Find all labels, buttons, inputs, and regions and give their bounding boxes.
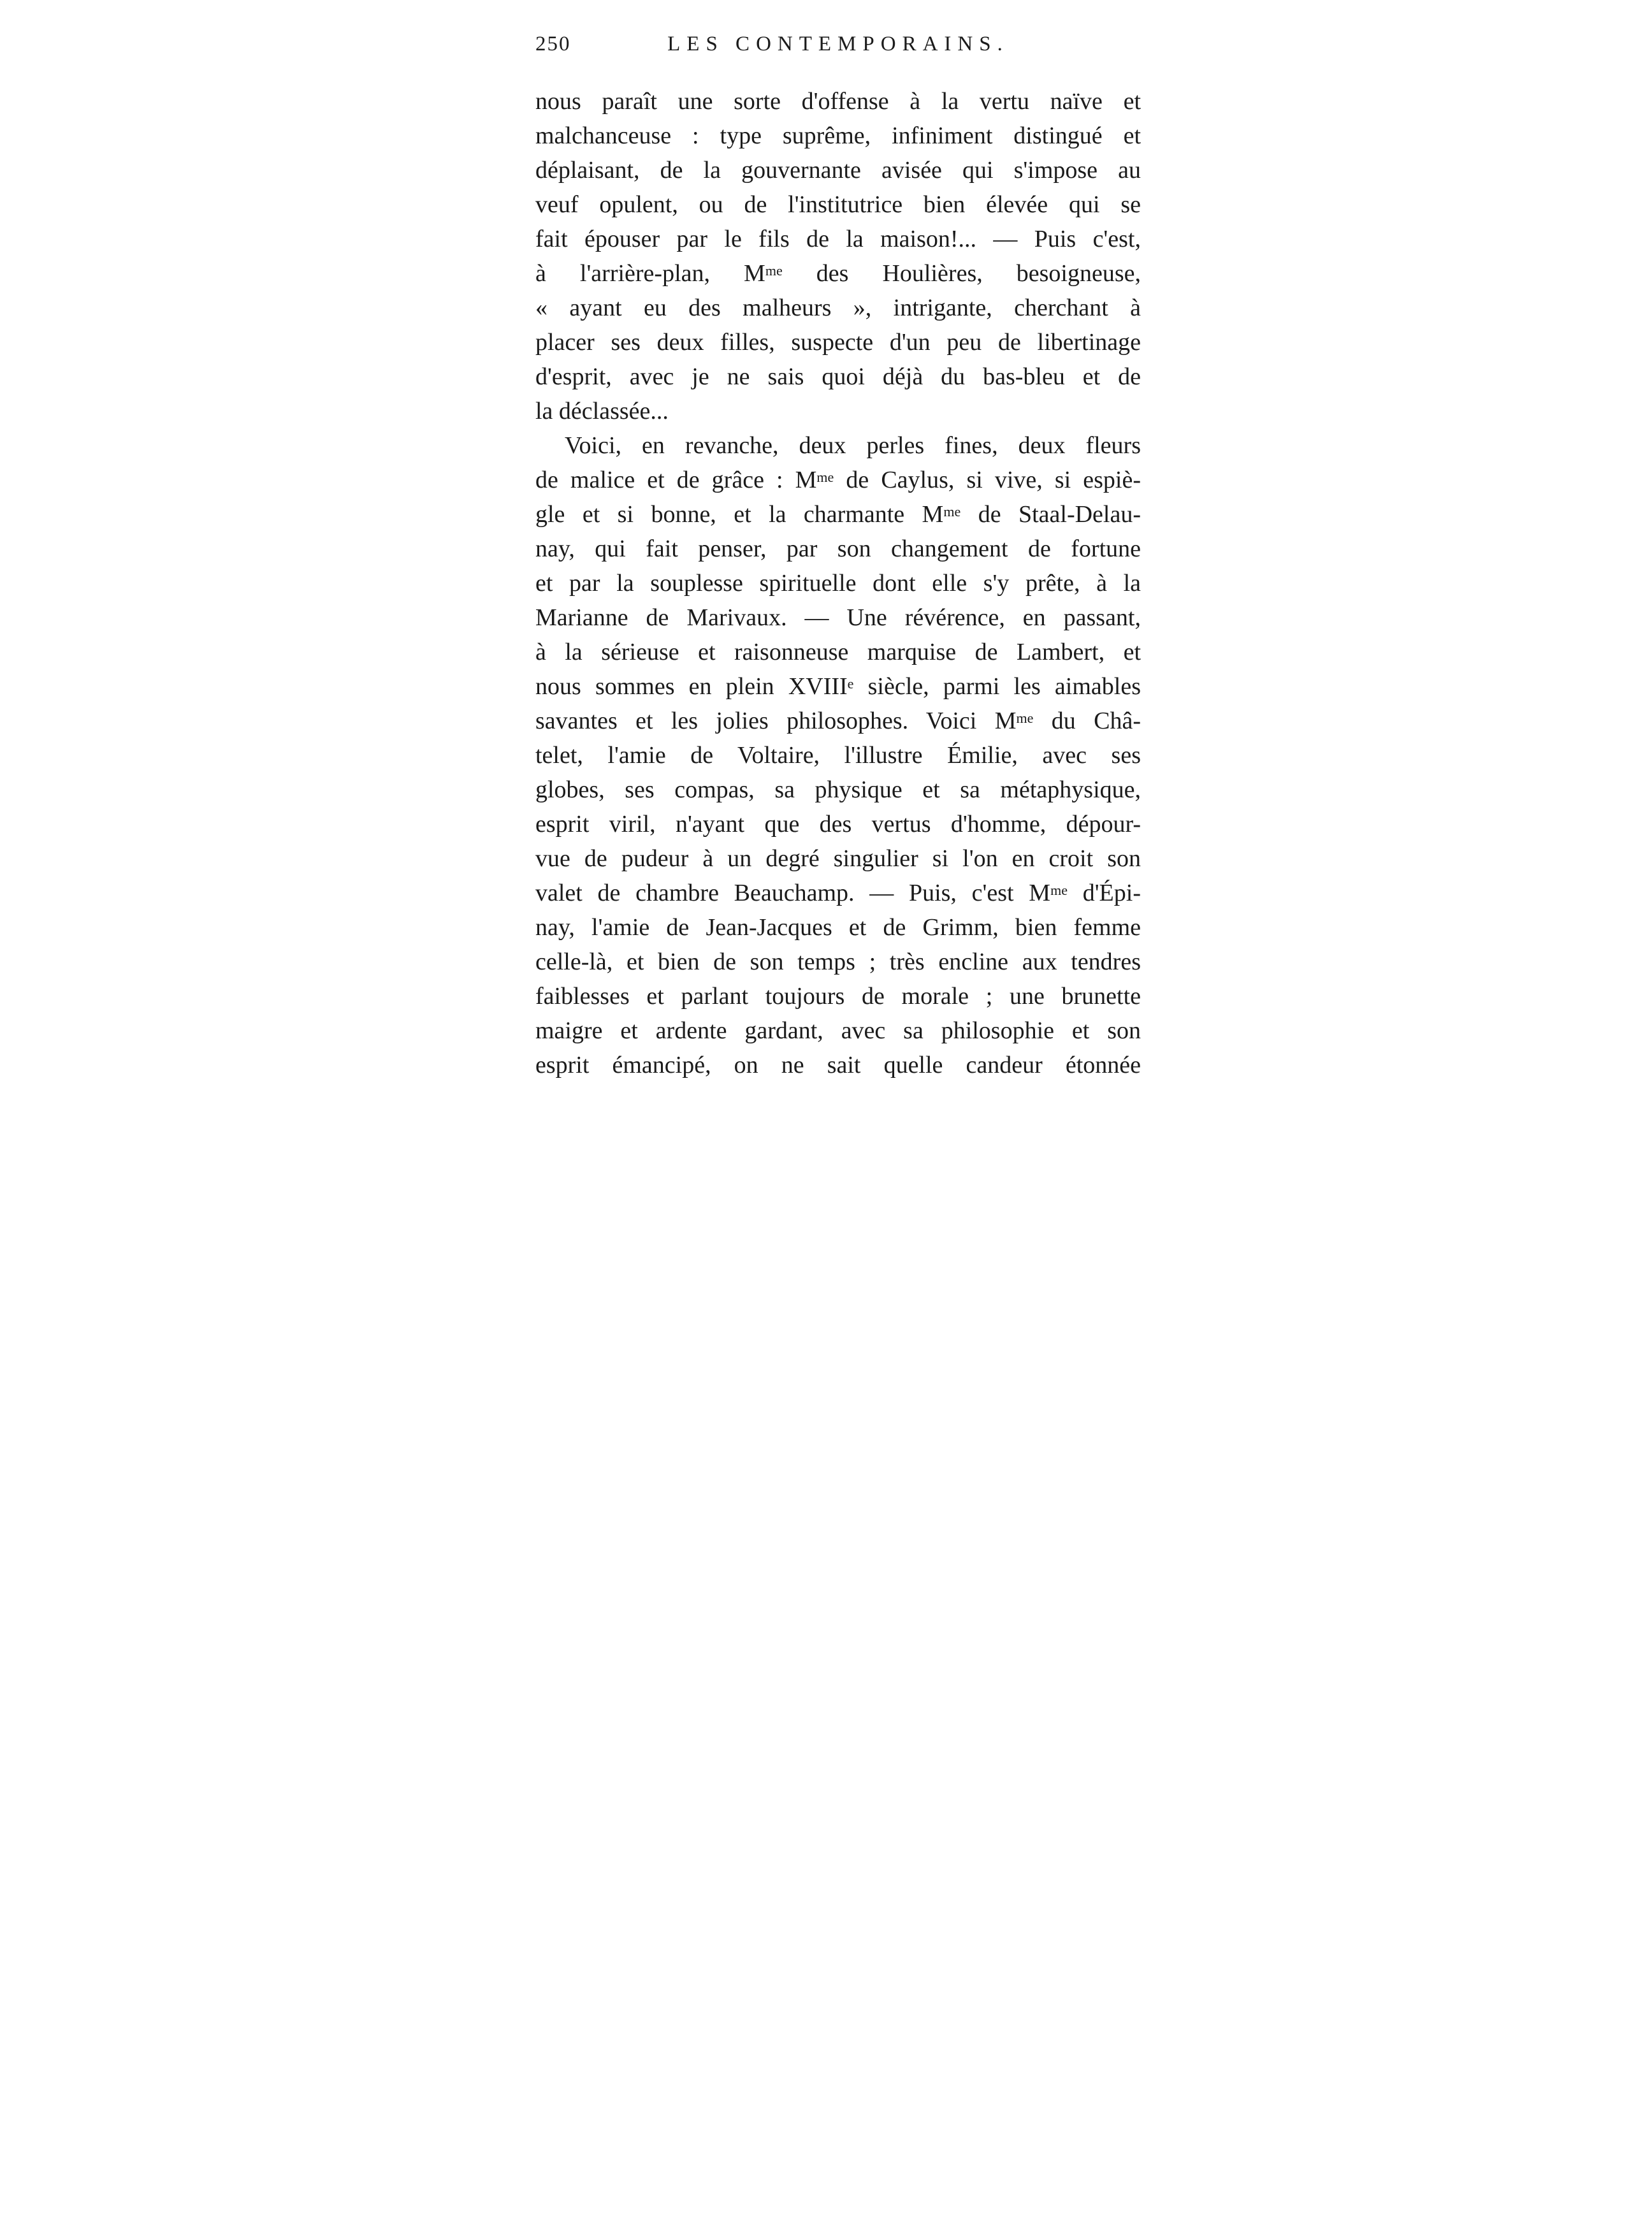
text-line: gle et si bonne, et la charmante $M^{me}$ de Staal-Delau- [535,501,1141,528]
text-line: globes, ses compas, sa physique et sa métaphysique, [535,776,1141,803]
text-line: et par la souplesse spirituelle dont elle s'y prête, à la [535,570,1141,597]
text-line: la déclassée... [535,398,669,425]
text-line: celle-là, et bien de son temps ; très encline aux tendres [535,948,1141,975]
text-line: nay, l'amie de Jean-Jacques et de Grimm, bien femme [535,914,1141,941]
text-line: « ayant eu des malheurs », intrigante, cherchant à [535,294,1141,321]
text-line: malchanceuse : type suprême, infiniment distingué et [535,122,1141,149]
running-title: LES CONTEMPORAINS. [667,33,1009,55]
running-header [535,32,1141,56]
text-line: de malice et de grâce : $M^{me}$ de Caylus, si vive, si espiè- [535,467,1141,493]
paragraph-2 [535,428,1141,1082]
text-line: veuf opulent, ou de l'institutrice bien élevée qui se [535,191,1141,218]
text-line: fait épouser par le fils de la maison!... — Puis c'est, [535,226,1141,252]
text-line: Voici, en revanche, deux perles fines, deux fleurs [565,432,1141,459]
text-line: déplaisant, de la gouvernante avisée qui s'impose au [535,157,1141,184]
text-line: à la sérieuse et raisonneuse marquise de Lambert, et [535,639,1141,665]
text-line: vue de pudeur à un degré singulier si l'on en croit son [535,845,1141,872]
text-line: Marianne de Marivaux. — Une révérence, en passant, [535,604,1141,631]
text-line: nous sommes en plein XVIIIe siècle, parmi les aimables [535,673,1141,700]
text-line: maigre et ardente gardant, avec sa philosophie et son [535,1017,1141,1044]
text-block [535,32,1141,1082]
text-line: d'esprit, avec je ne sais quoi déjà du bas-bleu et de [535,363,1141,390]
text-line: savantes et les jolies philosophes. Voici $M^{me}$ du Châ- [535,708,1141,734]
text-line: faiblesses et parlant toujours de morale ; une brunette [535,983,1141,1010]
text-line: nous paraît une sorte d'offense à la vertu naïve et [535,88,1141,115]
text-line: placer ses deux filles, suspecte d'un peu de libertinage [535,329,1141,356]
text-line: telet, l'amie de Voltaire, l'illustre Émilie, avec ses [535,742,1141,769]
page-body [535,84,1141,1082]
text-line: à l'arrière-plan, $M^{me}$ des Houlières, besoigneuse, [535,260,1141,287]
paragraph-1 [535,84,1141,428]
text-line: valet de chambre Beauchamp. — Puis, c'est $M^{me}$ d'Épi- [535,880,1141,906]
page-number: 250 [535,33,571,55]
text-line: esprit viril, n'ayant que des vertus d'homme, dépour- [535,811,1141,838]
text-line: nay, qui fait penser, par son changement de fortune [535,535,1141,562]
text-line: esprit émancipé, on ne sait quelle candeur étonnée [535,1052,1141,1078]
